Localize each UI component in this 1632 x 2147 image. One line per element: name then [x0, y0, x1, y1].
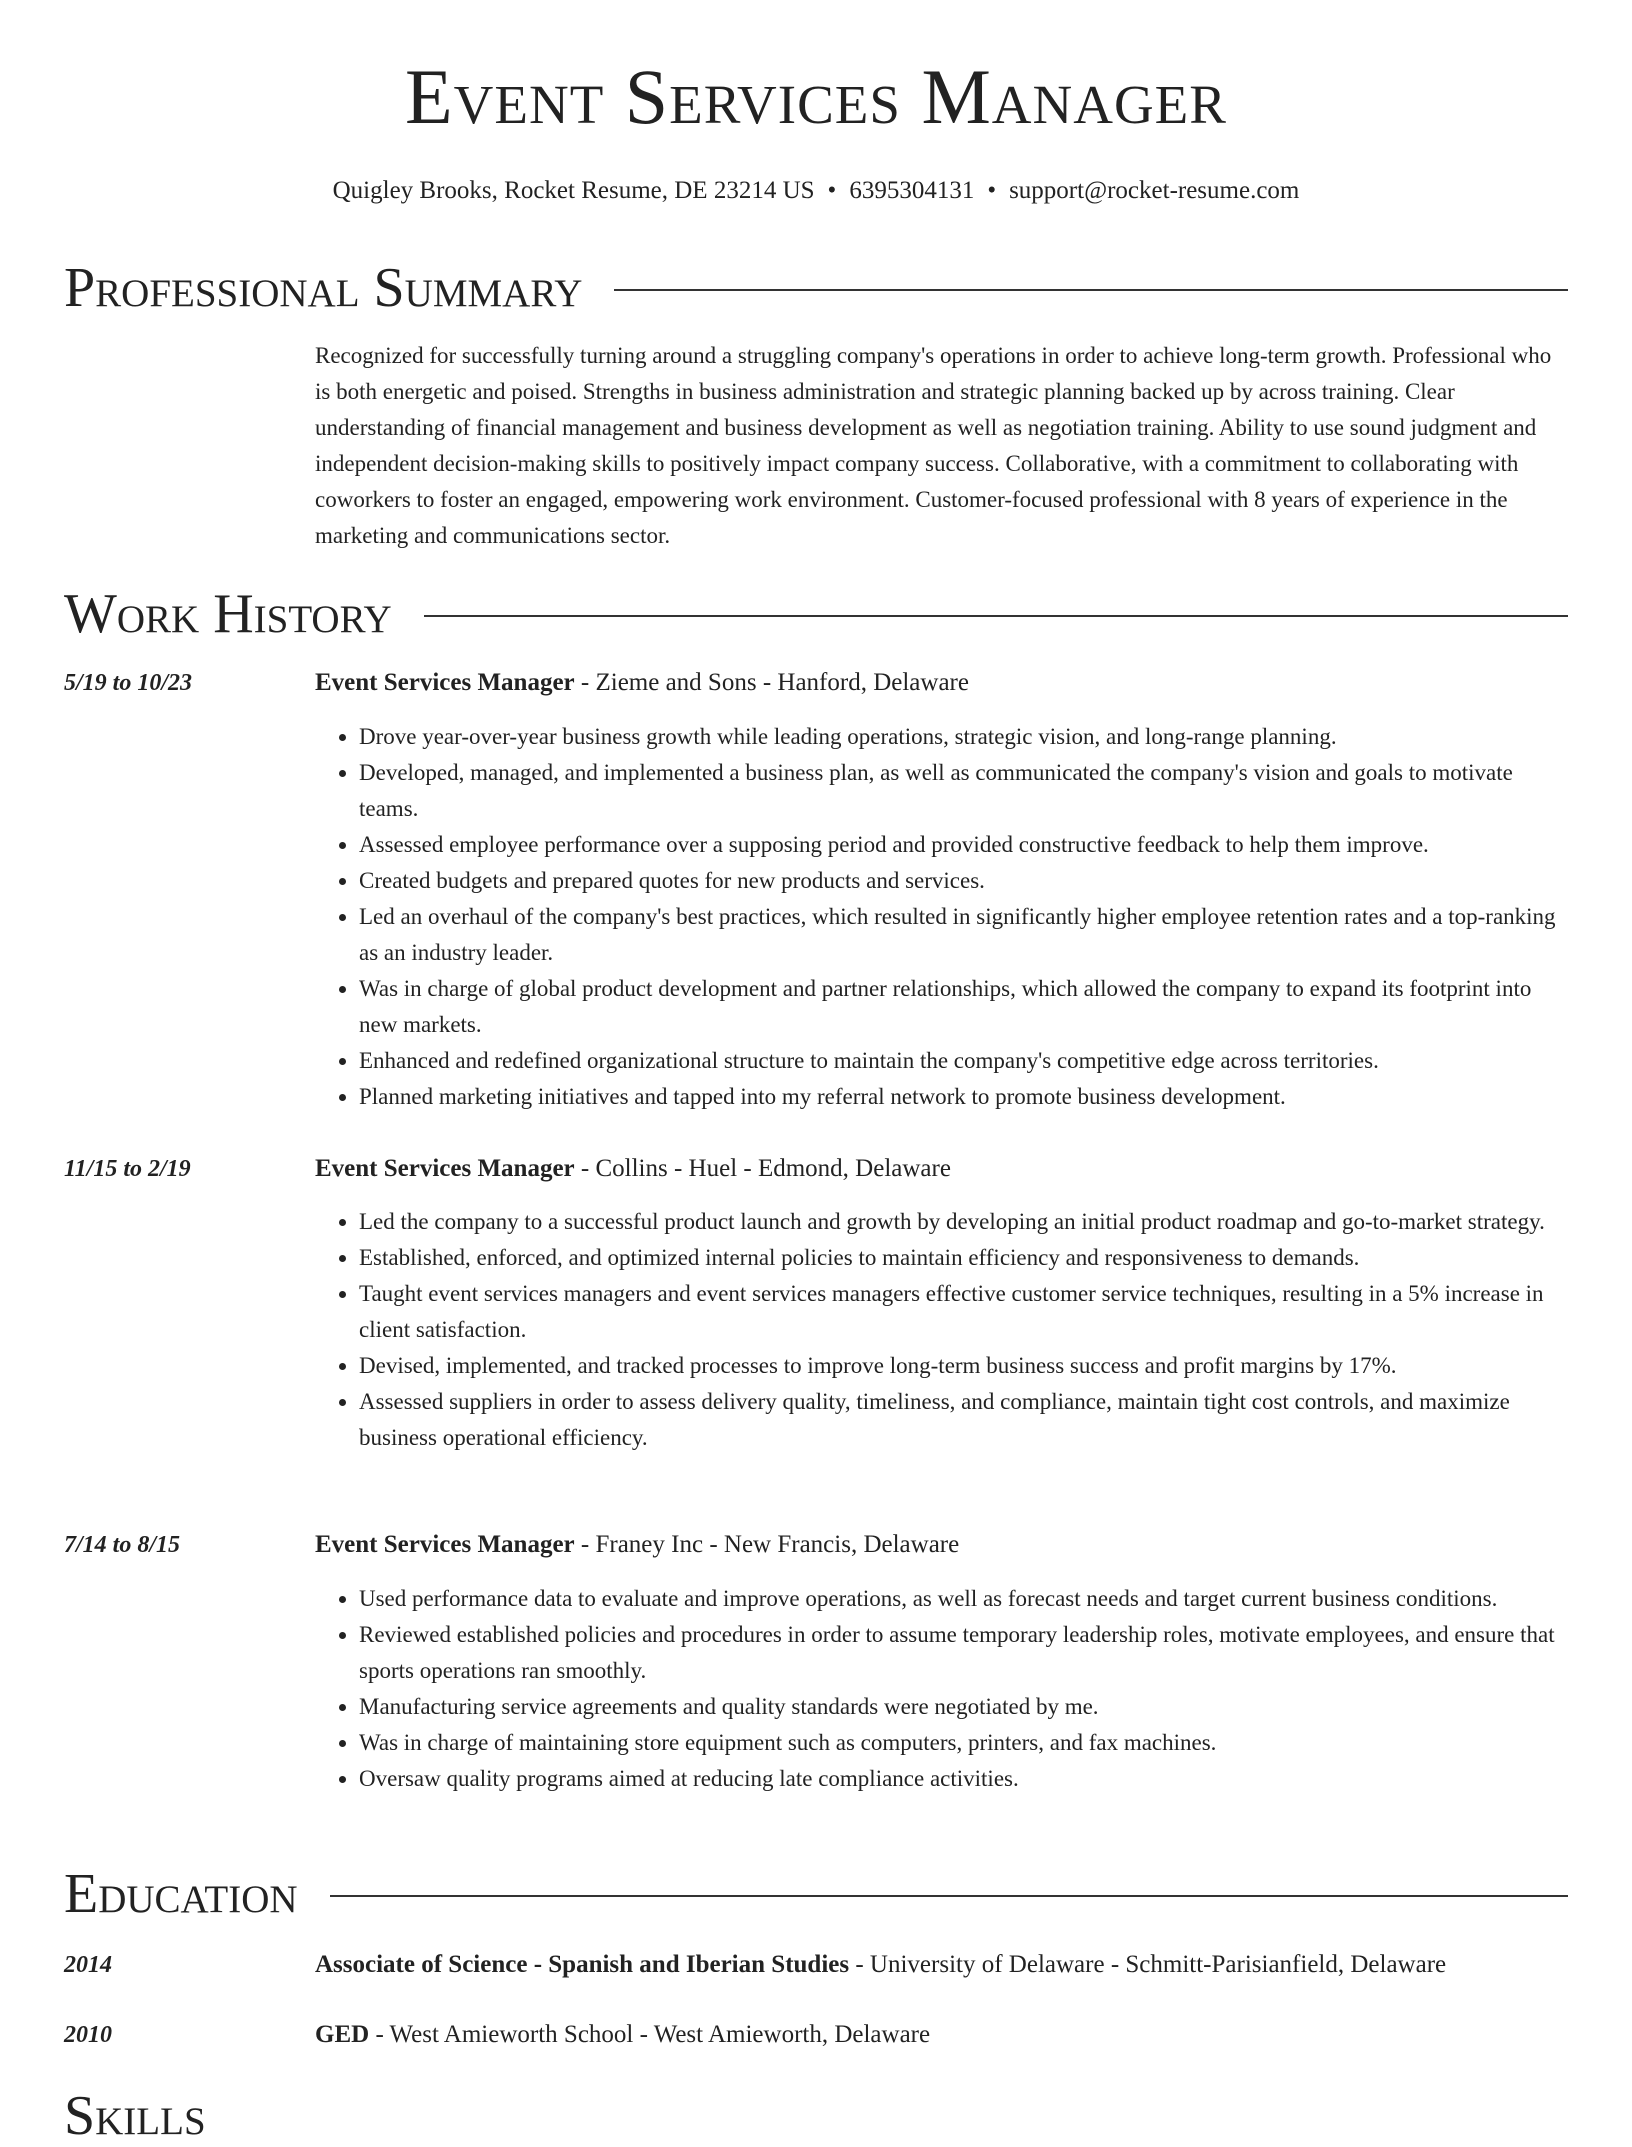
job-bullet: • Devised, implemented, and tracked processes to improve long-term business success and profit margins by 17%. [359, 1348, 1568, 1384]
job-bullet: • Reviewed established policies and procedures in order to assume temporary leadership roles, motivate employees, and ensure that sports operations ran smoothly. [359, 1617, 1568, 1689]
contact-line [0, 176, 1632, 206]
section-divider [424, 615, 1568, 617]
job-bullet: • Used performance data to evaluate and improve operations, as well as forecast needs and target current business conditions. [359, 1581, 1568, 1617]
job-bullet-list [315, 1204, 1568, 1456]
job-bullet: • Manufacturing service agreements and quality standards were negotiated by me. [359, 1689, 1568, 1725]
section-header-work [64, 583, 1568, 645]
contact-address: Quigley Brooks, Rocket Resume, DE 23214 US [332, 177, 815, 204]
job-bullet: • Was in charge of maintaining store equipment such as computers, printers, and fax machines. [359, 1725, 1568, 1761]
job-bullet: • Created budgets and prepared quotes for new products and services. [359, 863, 1568, 899]
job-details: - Franey Inc - New Francis, Delaware [574, 1531, 960, 1558]
education-degree: Associate of Science - Spanish and Iberian Studies [315, 1951, 850, 1978]
contact-email: support@rocket-resume.com [1009, 177, 1300, 204]
job-dates: 7/14 to 8/15 [64, 1532, 181, 1558]
contact-phone: 6395304131 [849, 177, 975, 204]
job-bullet: • Was in charge of global product development and partner relationships, which allowed the company to expand its footprint into new markets. [359, 971, 1568, 1043]
education-details: - University of Delaware - Schmitt-Parisianfield, Delaware [849, 1951, 1447, 1978]
education-year: 2014 [64, 1952, 112, 1978]
education-year: 2010 [64, 2022, 112, 2048]
job-bullet: • Assessed employee performance over a supposing period and provided constructive feedback to help them improve. [359, 827, 1568, 863]
section-header-education [64, 1863, 1568, 1925]
job-bullet: • Enhanced and redefined organizational structure to maintain the company's competitive edge across territories. [359, 1043, 1568, 1079]
job-role: Event Services Manager [315, 1531, 575, 1558]
education-details: - West Amieworth School - West Amieworth, Delaware [369, 2021, 931, 2048]
job-bullet: • Assessed suppliers in order to assess delivery quality, timeliness, and compliance, maintain tight cost controls, and maximize business operational efficiency. [359, 1384, 1568, 1456]
job-bullet-list [315, 1581, 1568, 1797]
job-bullet: • Developed, managed, and implemented a business plan, as well as communicated the company's vision and goals to motivate teams. [359, 755, 1568, 827]
job-details: - Zieme and Sons - Hanford, Delaware [574, 669, 969, 696]
job-role: Event Services Manager [315, 669, 575, 696]
job-heading [315, 1151, 1568, 1187]
job-heading [315, 1527, 1568, 1563]
job-bullet: • Taught event services managers and event services managers effective customer service techniques, resulting in a 5% increase in client satisfaction. [359, 1276, 1568, 1348]
section-header-skills [64, 2085, 1568, 2147]
section-divider [614, 289, 1568, 291]
job-bullet: • Oversaw quality programs aimed at reducing late compliance activities. [359, 1761, 1568, 1797]
summary-text: Recognized for successfully turning around a struggling company's operations in order to achieve long-term growth. Professional who is both energetic and poised. Strengths in business administration and strategic planning backed up by across training. Clear understanding of financial management and business development as well as negotiation training. Ability to use sound judgment and independent decision-making skills to positively impact company success. Collaborative, with a commitment to collaborating with coworkers to foster an engaged, empowering work environment. Customer-focused professional with 8 years of experience in the marketing and communications sector. [315, 343, 1552, 548]
job-dates: 11/15 to 2/19 [64, 1156, 191, 1182]
job-dates: 5/19 to 10/23 [64, 670, 193, 696]
education-heading [315, 2017, 1568, 2053]
job-bullet: • Led the company to a successful product launch and growth by developing an initial product roadmap and go-to-market strategy. [359, 1204, 1568, 1240]
job-role: Event Services Manager [315, 1155, 575, 1182]
section-title-summary: Professional Summary [64, 257, 583, 319]
education-heading [315, 1947, 1568, 1983]
job-details: - Collins - Huel - Edmond, Delaware [574, 1155, 951, 1182]
contact-separator: • [987, 177, 997, 204]
resume-title: Event Services Manager [405, 53, 1227, 140]
job-bullet: • Established, enforced, and optimized internal policies to maintain efficiency and responsiveness to demands. [359, 1240, 1568, 1276]
job-bullet: • Drove year-over-year business growth while leading operations, strategic vision, and long-range planning. [359, 719, 1568, 755]
section-title-education: Education [64, 1863, 298, 1925]
section-title-skills: Skills [64, 2085, 206, 2147]
job-bullet-list [315, 719, 1568, 1115]
contact-separator: • [827, 177, 837, 204]
section-header-summary [64, 257, 1568, 319]
job-bullet: • Planned marketing initiatives and tapped into my referral network to promote business development. [359, 1079, 1568, 1115]
section-title-work: Work History [64, 583, 392, 645]
job-heading [315, 665, 1568, 701]
section-divider [330, 1895, 1568, 1897]
education-degree: GED [315, 2021, 370, 2048]
job-bullet: • Led an overhaul of the company's best practices, which resulted in significantly higher employee retention rates and a top-ranking as an industry leader. [359, 899, 1568, 971]
